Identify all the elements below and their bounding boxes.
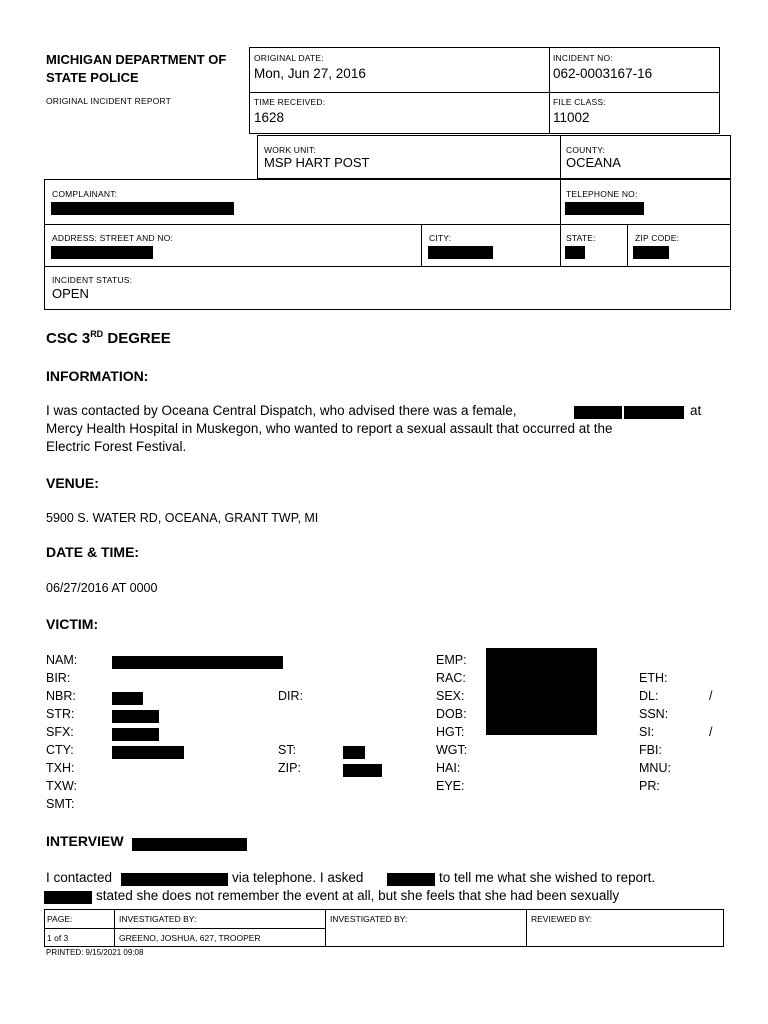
- victim-field-label: HAI:: [436, 761, 461, 775]
- victim-field-label: CTY:: [46, 743, 74, 757]
- incident-no-value: 062-0003167-16: [553, 66, 653, 81]
- victim-field-label: PR:: [639, 779, 660, 793]
- victim-field-label: EYE:: [436, 779, 465, 793]
- redaction: [428, 246, 493, 259]
- investigated-by-label: INVESTIGATED BY:: [119, 914, 197, 924]
- incident-status-label: INCIDENT STATUS:: [52, 275, 133, 285]
- victim-zip-label: ZIP:: [278, 761, 301, 775]
- redaction: [112, 692, 143, 705]
- victim-field-label: BIR:: [46, 671, 71, 685]
- time-received-value: 1628: [254, 110, 285, 125]
- redaction: [44, 891, 92, 904]
- information-line2: Mercy Health Hospital in Muskegon, who wanted to report a sexual assault that occurred at the: [46, 421, 613, 436]
- time-received-label: TIME RECEIVED:: [254, 97, 326, 107]
- redaction: [112, 710, 159, 723]
- reviewed-by-label: REVIEWED BY:: [531, 914, 592, 924]
- victim-field-label: TXH:: [46, 761, 75, 775]
- victim-field-label: SEX:: [436, 689, 465, 703]
- redaction: [624, 406, 684, 419]
- county-value: OCEANA: [566, 155, 621, 170]
- printed-timestamp: PRINTED: 9/15/2021 09:08: [46, 948, 144, 957]
- redaction: [343, 764, 382, 777]
- victim-field-label: TXW:: [46, 779, 78, 793]
- victim-heading: VICTIM:: [46, 616, 99, 632]
- report-title: CSC 3RD DEGREE: [46, 329, 171, 347]
- venue-heading: VENUE:: [46, 475, 99, 491]
- work-unit-value: MSP HART POST: [264, 155, 370, 170]
- redaction: [132, 838, 247, 851]
- dl-slash: /: [709, 689, 713, 703]
- original-date-value: Mon, Jun 27, 2016: [254, 66, 366, 81]
- information-heading: INFORMATION:: [46, 368, 149, 384]
- victim-field-label: SMT:: [46, 797, 75, 811]
- file-class-label: FILE CLASS:: [553, 97, 606, 107]
- interview-text-1a: I contacted: [46, 870, 113, 885]
- information-line3: Electric Forest Festival.: [46, 439, 187, 454]
- page-value: 1 of 3: [47, 933, 69, 943]
- zip-label: ZIP CODE:: [635, 233, 680, 243]
- redaction: [565, 246, 585, 259]
- incident-status-value: OPEN: [52, 286, 89, 301]
- interview-text-1c: to tell me what she wished to report.: [439, 870, 656, 885]
- file-class-value: 11002: [553, 110, 590, 125]
- redaction: [51, 246, 153, 259]
- victim-field-label: SFX:: [46, 725, 74, 739]
- victim-field-label: DOB:: [436, 707, 467, 721]
- redaction: [112, 746, 184, 759]
- investigated-by-2-label: INVESTIGATED BY:: [330, 914, 408, 924]
- redaction: [565, 202, 644, 215]
- telephone-label: TELEPHONE NO:: [566, 189, 638, 199]
- redaction: [633, 246, 669, 259]
- venue-text: 5900 S. WATER RD, OCEANA, GRANT TWP, MI: [46, 511, 319, 525]
- victim-field-label: ETH:: [639, 671, 668, 685]
- victim-field-label: WGT:: [436, 743, 468, 757]
- agency-name-line1: MICHIGAN DEPARTMENT OF: [46, 52, 227, 67]
- victim-field-label: STR:: [46, 707, 75, 721]
- victim-field-label: SSN:: [639, 707, 669, 721]
- victim-field-label: HGT:: [436, 725, 465, 739]
- victim-field-label: MNU:: [639, 761, 671, 775]
- address-label: ADDRESS: STREET AND NO:: [52, 233, 174, 243]
- redaction: [51, 202, 234, 215]
- victim-field-label: EMP:: [436, 653, 467, 667]
- victim-field-label: RAC:: [436, 671, 466, 685]
- redaction: [486, 648, 597, 735]
- victim-field-label: DL:: [639, 689, 659, 703]
- redaction: [121, 873, 228, 886]
- agency-name-line2: STATE POLICE: [46, 70, 139, 85]
- redaction: [112, 656, 283, 669]
- victim-st-label: ST:: [278, 743, 297, 757]
- redaction: [112, 728, 159, 741]
- redaction: [574, 406, 622, 419]
- incident-no-label: INCIDENT NO:: [553, 53, 613, 63]
- redaction: [343, 746, 365, 759]
- report-type: ORIGINAL INCIDENT REPORT: [46, 96, 172, 106]
- interview-text-1b: via telephone. I asked: [232, 870, 364, 885]
- original-date-label: ORIGINAL DATE:: [254, 53, 324, 63]
- city-label: CITY:: [429, 233, 452, 243]
- victim-dir-label: DIR:: [278, 689, 303, 703]
- victim-field-label: FBI:: [639, 743, 662, 757]
- datetime-text: 06/27/2016 AT 0000: [46, 581, 158, 595]
- interview-text-2: stated she does not remember the event at all, but she feels that she had been sexually: [96, 888, 620, 903]
- page-label: PAGE:: [47, 914, 73, 924]
- datetime-heading: DATE & TIME:: [46, 544, 140, 560]
- county-label: COUNTY:: [566, 145, 606, 155]
- victim-field-label: SI:: [639, 725, 655, 739]
- interview-heading: INTERVIEW: [46, 833, 124, 849]
- redaction: [387, 873, 435, 886]
- work-unit-label: WORK UNIT:: [264, 145, 317, 155]
- investigated-by-value: GREENO, JOSHUA, 627, TROOPER: [119, 933, 261, 943]
- information-line1b: at: [690, 403, 702, 418]
- victim-field-label: NBR:: [46, 689, 76, 703]
- information-line1a: I was contacted by Oceana Central Dispatch, who advised there was a female,: [46, 403, 517, 418]
- victim-field-label: NAM:: [46, 653, 78, 667]
- state-label: STATE:: [566, 233, 596, 243]
- complainant-label: COMPLAINANT:: [52, 189, 118, 199]
- si-slash: /: [709, 725, 713, 739]
